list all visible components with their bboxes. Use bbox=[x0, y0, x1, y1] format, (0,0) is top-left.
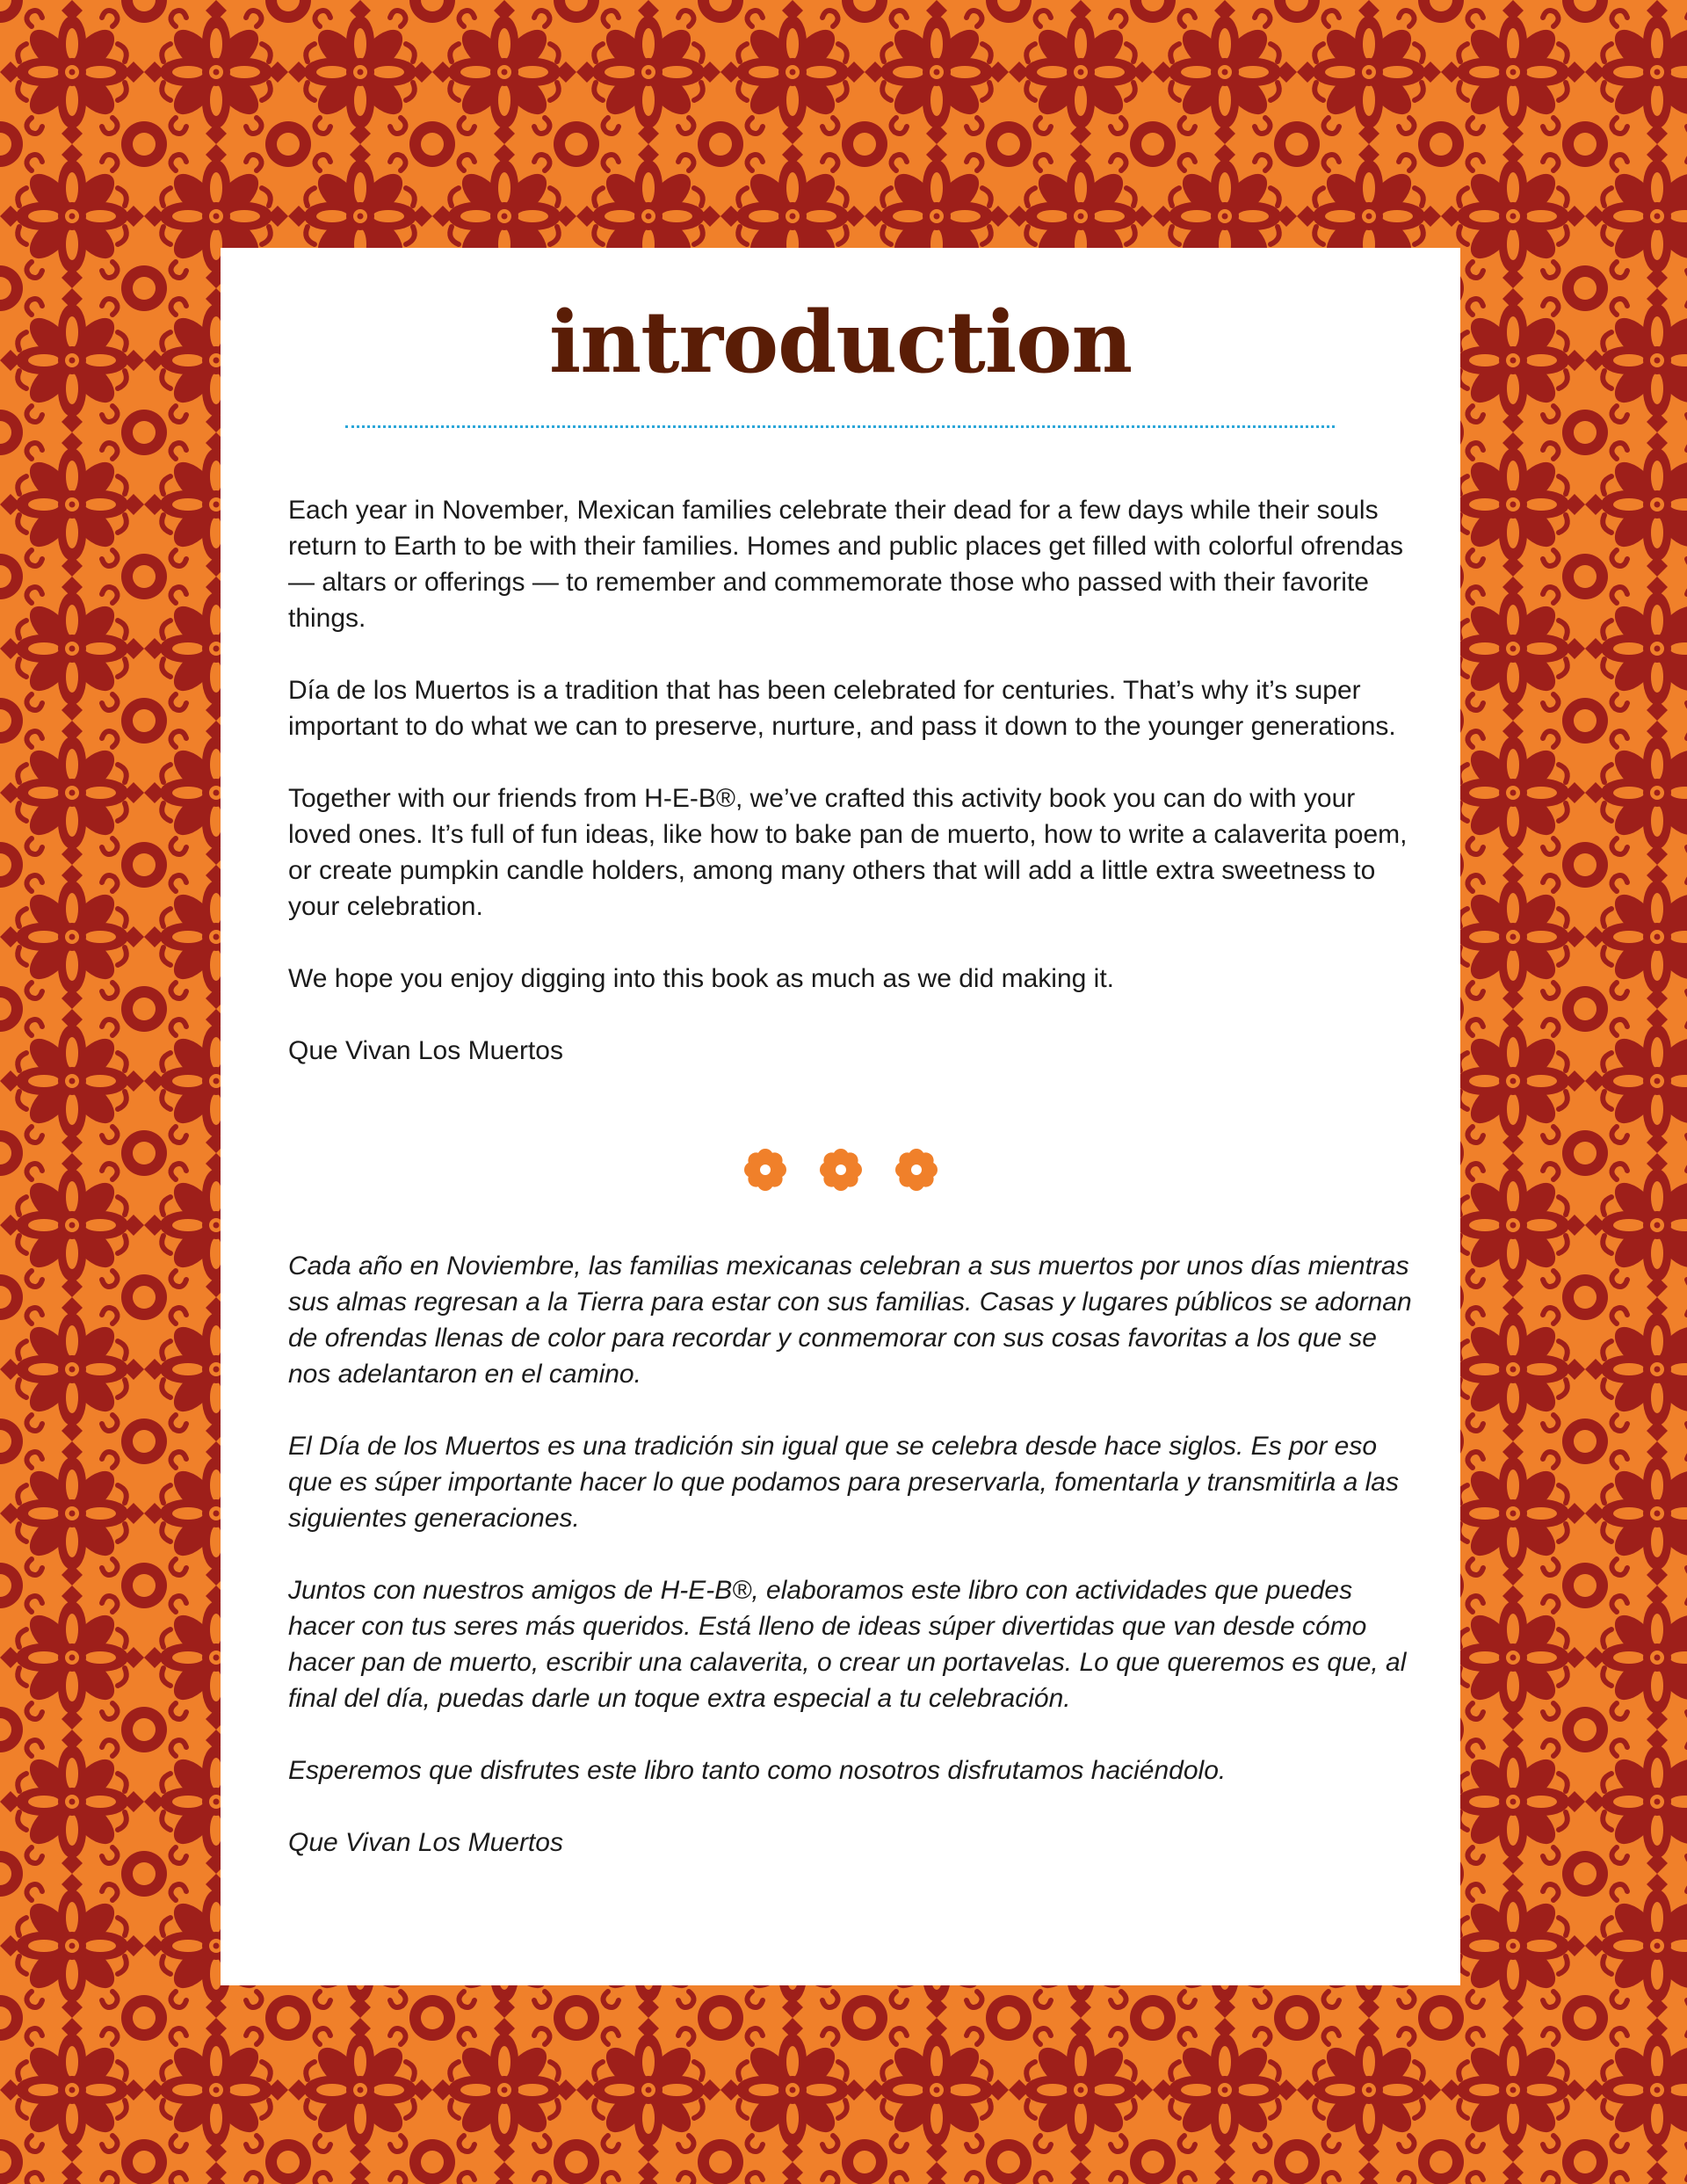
flower-icon bbox=[742, 1146, 789, 1194]
english-paragraph: Together with our friends from H-E-B®, we’ve crafted this activity book you can do with your loved ones. It’s full of fun ideas, like how to bake pan de muerto, how to write a calaverita poem, or create pumpkin candle holders, among many others that will add a little extra sweetness to your celebration. bbox=[288, 784, 1408, 921]
english-paragraph: Each year in November, Mexican families celebrate their dead for a few days while their souls return to Earth to be with their families. Homes and public places get filled with colorful ofrendas — altars or offerings — to remember and commemorate those who passed with their favorite things. bbox=[288, 496, 1403, 633]
content-panel bbox=[221, 248, 1460, 1985]
flower-icon bbox=[817, 1146, 865, 1194]
english-intro bbox=[288, 492, 1422, 1069]
spanish-paragraph: Juntos con nuestros amigos de H-E-B®, elaboramos este libro con actividades que puedes hacer con tus seres más queridos. Está lleno de ideas súper divertidas que van desde cómo hacer pan de muerto, escribir una calaverita, o crear un portavelas. Lo que queremos es que, al final del día, puedas darle un toque extra especial a tu celebración. bbox=[288, 1576, 1407, 1713]
spanish-intro bbox=[288, 1248, 1422, 1861]
spanish-sign-off: Que Vivan Los Muertos bbox=[288, 1828, 563, 1857]
dotted-divider bbox=[345, 425, 1335, 428]
english-sign-off: Que Vivan Los Muertos bbox=[288, 1036, 563, 1065]
page-title: introduction bbox=[548, 293, 1133, 392]
spanish-paragraph: El Día de los Muertos es una tradición sin igual que se celebra desde hace siglos. Es por eso que es súper importante hacer lo que podamos para preservarla, fomentarla y transmitirla a las siguientes generaciones. bbox=[288, 1432, 1399, 1533]
spanish-paragraph: Esperemos que disfrutes este libro tanto como nosotros disfrutamos haciéndolo. bbox=[288, 1756, 1227, 1785]
english-paragraph: We hope you enjoy digging into this book as much as we did making it. bbox=[288, 964, 1114, 993]
spanish-paragraph: Cada año en Noviembre, las familias mexicanas celebran a sus muertos por unos días mientras sus almas regresan a la Tierra para estar con sus familias. Casas y lugares públicos se adornan de ofrendas llenas de color para recordar y conmemorar con sus cosas favoritas a los que se nos adelantaron en el camino. bbox=[288, 1252, 1412, 1389]
english-paragraph: Día de los Muertos is a tradition that has been celebrated for centuries. That’s why it’s super important to do what we can to preserve, nurture, and pass it down to the younger generations. bbox=[288, 676, 1396, 741]
flower-icon bbox=[893, 1146, 940, 1194]
flower-ornament-row bbox=[221, 1146, 1460, 1194]
